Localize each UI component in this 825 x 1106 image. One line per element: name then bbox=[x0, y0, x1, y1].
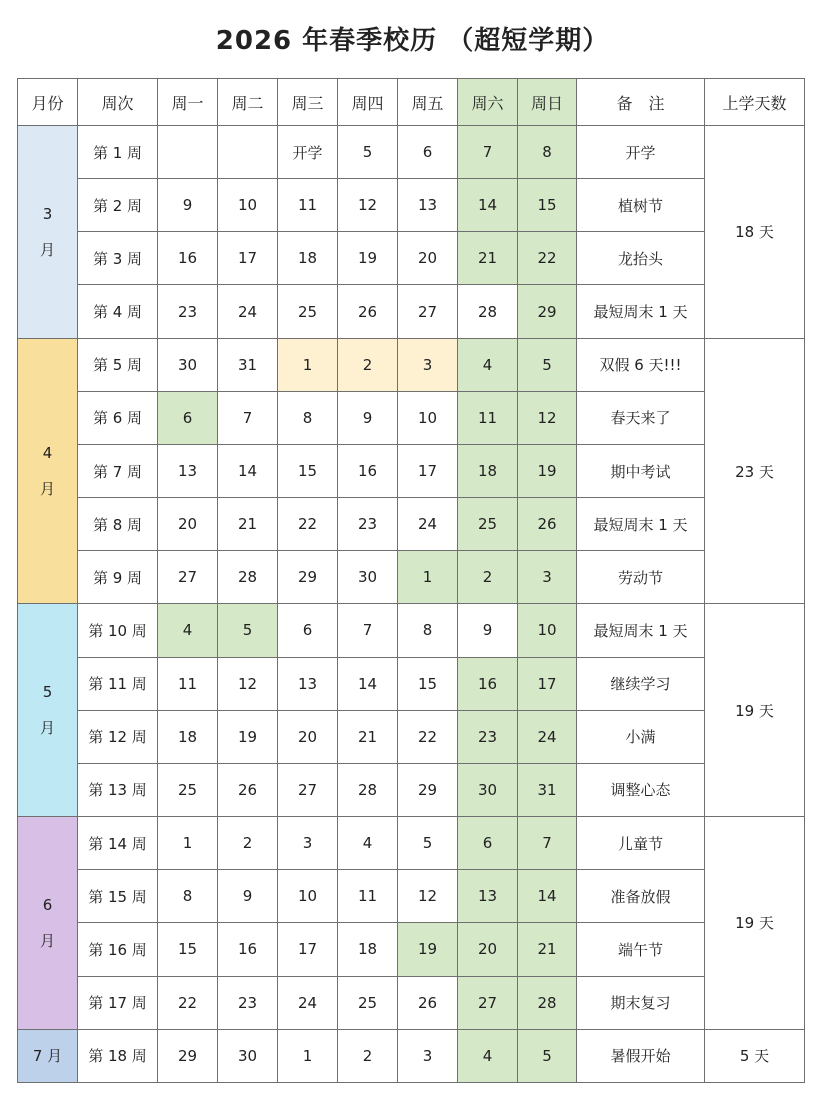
day-cell-fri: 13 bbox=[398, 179, 458, 232]
week-number: 第 10 周 bbox=[78, 604, 158, 657]
note-cell: 最短周末 1 天 bbox=[577, 498, 705, 551]
note-cell: 龙抬头 bbox=[577, 232, 705, 285]
day-cell-wed: 3 bbox=[278, 817, 338, 870]
note-cell: 端午节 bbox=[577, 923, 705, 976]
day-cell-mon: 1 bbox=[158, 817, 218, 870]
day-cell-mon: 11 bbox=[158, 657, 218, 710]
day-cell-thu: 2 bbox=[338, 1029, 398, 1082]
week-row bbox=[18, 232, 805, 285]
day-cell-mon: 9 bbox=[158, 179, 218, 232]
note-cell: 小满 bbox=[577, 710, 705, 763]
day-cell-thu: 28 bbox=[338, 763, 398, 816]
month-label: 5 月 bbox=[18, 604, 78, 817]
day-cell-sun: 5 bbox=[518, 338, 577, 391]
header-thu: 周四 bbox=[338, 79, 398, 126]
day-cell-thu: 12 bbox=[338, 179, 398, 232]
day-cell-wed: 15 bbox=[278, 444, 338, 497]
day-cell-fri: 20 bbox=[398, 232, 458, 285]
day-cell-fri: 15 bbox=[398, 657, 458, 710]
week-number: 第 13 周 bbox=[78, 763, 158, 816]
day-cell-tue: 5 bbox=[218, 604, 278, 657]
day-cell-thu: 18 bbox=[338, 923, 398, 976]
day-cell-sat: 9 bbox=[458, 604, 518, 657]
day-cell-tue: 17 bbox=[218, 232, 278, 285]
day-cell-wed: 8 bbox=[278, 391, 338, 444]
day-cell-sun: 26 bbox=[518, 498, 577, 551]
day-cell-mon: 4 bbox=[158, 604, 218, 657]
week-number: 第 9 周 bbox=[78, 551, 158, 604]
day-cell-fri: 1 bbox=[398, 551, 458, 604]
day-cell-thu: 5 bbox=[338, 126, 398, 179]
day-cell-mon: 6 bbox=[158, 391, 218, 444]
day-cell-mon: 22 bbox=[158, 976, 218, 1029]
day-cell-sat: 27 bbox=[458, 976, 518, 1029]
note-cell: 调整心态 bbox=[577, 763, 705, 816]
week-row bbox=[18, 817, 805, 870]
week-row bbox=[18, 179, 805, 232]
week-row bbox=[18, 710, 805, 763]
week-row bbox=[18, 657, 805, 710]
school-days-count: 18 天 bbox=[705, 126, 805, 339]
day-cell-mon: 30 bbox=[158, 338, 218, 391]
day-cell-mon: 13 bbox=[158, 444, 218, 497]
day-cell-wed: 13 bbox=[278, 657, 338, 710]
day-cell-fri: 29 bbox=[398, 763, 458, 816]
week-number: 第 2 周 bbox=[78, 179, 158, 232]
day-cell-fri: 19 bbox=[398, 923, 458, 976]
day-cell-wed: 20 bbox=[278, 710, 338, 763]
day-cell-sun: 12 bbox=[518, 391, 577, 444]
day-cell-thu: 21 bbox=[338, 710, 398, 763]
day-cell-sat: 20 bbox=[458, 923, 518, 976]
week-row bbox=[18, 870, 805, 923]
day-cell-fri: 17 bbox=[398, 444, 458, 497]
day-cell-sun: 31 bbox=[518, 763, 577, 816]
day-cell-mon: 20 bbox=[158, 498, 218, 551]
day-cell-tue: 9 bbox=[218, 870, 278, 923]
day-cell-tue: 7 bbox=[218, 391, 278, 444]
day-cell-wed: 25 bbox=[278, 285, 338, 338]
week-number: 第 7 周 bbox=[78, 444, 158, 497]
day-cell-sun: 10 bbox=[518, 604, 577, 657]
day-cell-fri: 3 bbox=[398, 1029, 458, 1082]
day-cell-tue: 26 bbox=[218, 763, 278, 816]
day-cell-sat: 2 bbox=[458, 551, 518, 604]
day-cell-sat: 4 bbox=[458, 338, 518, 391]
note-cell: 劳动节 bbox=[577, 551, 705, 604]
week-number: 第 1 周 bbox=[78, 126, 158, 179]
week-row bbox=[18, 923, 805, 976]
header-tue: 周二 bbox=[218, 79, 278, 126]
day-cell-wed: 29 bbox=[278, 551, 338, 604]
calendar-table bbox=[17, 78, 805, 1083]
day-cell-sat: 13 bbox=[458, 870, 518, 923]
week-number: 第 11 周 bbox=[78, 657, 158, 710]
day-cell-thu: 16 bbox=[338, 444, 398, 497]
day-cell-mon: 25 bbox=[158, 763, 218, 816]
week-number: 第 3 周 bbox=[78, 232, 158, 285]
day-cell-tue: 28 bbox=[218, 551, 278, 604]
day-cell-thu: 26 bbox=[338, 285, 398, 338]
day-cell-sat: 28 bbox=[458, 285, 518, 338]
note-cell: 期中考试 bbox=[577, 444, 705, 497]
school-days-count: 19 天 bbox=[705, 817, 805, 1030]
note-cell: 开学 bbox=[577, 126, 705, 179]
note-cell: 春天来了 bbox=[577, 391, 705, 444]
day-cell-thu: 9 bbox=[338, 391, 398, 444]
day-cell-tue bbox=[218, 126, 278, 179]
week-number: 第 18 周 bbox=[78, 1029, 158, 1082]
day-cell-mon: 8 bbox=[158, 870, 218, 923]
school-days-count: 19 天 bbox=[705, 604, 805, 817]
day-cell-sun: 15 bbox=[518, 179, 577, 232]
day-cell-thu: 7 bbox=[338, 604, 398, 657]
day-cell-tue: 30 bbox=[218, 1029, 278, 1082]
day-cell-wed: 11 bbox=[278, 179, 338, 232]
day-cell-mon: 29 bbox=[158, 1029, 218, 1082]
week-row bbox=[18, 498, 805, 551]
week-number: 第 16 周 bbox=[78, 923, 158, 976]
day-cell-sun: 19 bbox=[518, 444, 577, 497]
week-number: 第 4 周 bbox=[78, 285, 158, 338]
day-cell-sun: 7 bbox=[518, 817, 577, 870]
day-cell-sat: 21 bbox=[458, 232, 518, 285]
day-cell-wed: 17 bbox=[278, 923, 338, 976]
note-cell: 准备放假 bbox=[577, 870, 705, 923]
day-cell-tue: 2 bbox=[218, 817, 278, 870]
week-row bbox=[18, 444, 805, 497]
day-cell-fri: 27 bbox=[398, 285, 458, 338]
day-cell-sat: 6 bbox=[458, 817, 518, 870]
header-fri: 周五 bbox=[398, 79, 458, 126]
school-days-count: 5 天 bbox=[705, 1029, 805, 1082]
day-cell-sat: 14 bbox=[458, 179, 518, 232]
header-row bbox=[18, 79, 805, 126]
day-cell-mon: 16 bbox=[158, 232, 218, 285]
note-cell: 最短周末 1 天 bbox=[577, 604, 705, 657]
day-cell-sun: 14 bbox=[518, 870, 577, 923]
day-cell-thu: 30 bbox=[338, 551, 398, 604]
week-number: 第 14 周 bbox=[78, 817, 158, 870]
day-cell-tue: 21 bbox=[218, 498, 278, 551]
header-month: 月份 bbox=[18, 79, 78, 126]
week-row bbox=[18, 976, 805, 1029]
note-cell: 植树节 bbox=[577, 179, 705, 232]
week-number: 第 5 周 bbox=[78, 338, 158, 391]
day-cell-fri: 8 bbox=[398, 604, 458, 657]
calendar-body bbox=[18, 126, 805, 1083]
day-cell-thu: 19 bbox=[338, 232, 398, 285]
day-cell-sun: 28 bbox=[518, 976, 577, 1029]
week-number: 第 8 周 bbox=[78, 498, 158, 551]
week-row bbox=[18, 551, 805, 604]
day-cell-sat: 30 bbox=[458, 763, 518, 816]
week-number: 第 15 周 bbox=[78, 870, 158, 923]
day-cell-mon: 18 bbox=[158, 710, 218, 763]
day-cell-fri: 22 bbox=[398, 710, 458, 763]
day-cell-thu: 11 bbox=[338, 870, 398, 923]
day-cell-sat: 23 bbox=[458, 710, 518, 763]
note-cell: 暑假开始 bbox=[577, 1029, 705, 1082]
week-row bbox=[18, 391, 805, 444]
day-cell-tue: 24 bbox=[218, 285, 278, 338]
day-cell-wed: 1 bbox=[278, 338, 338, 391]
note-cell: 继续学习 bbox=[577, 657, 705, 710]
week-number: 第 12 周 bbox=[78, 710, 158, 763]
day-cell-thu: 2 bbox=[338, 338, 398, 391]
day-cell-sun: 29 bbox=[518, 285, 577, 338]
day-cell-wed: 6 bbox=[278, 604, 338, 657]
day-cell-sun: 8 bbox=[518, 126, 577, 179]
day-cell-tue: 19 bbox=[218, 710, 278, 763]
week-number: 第 17 周 bbox=[78, 976, 158, 1029]
day-cell-mon: 23 bbox=[158, 285, 218, 338]
day-cell-thu: 14 bbox=[338, 657, 398, 710]
header-sat: 周六 bbox=[458, 79, 518, 126]
page-title: 2026 年春季校历 （超短学期） bbox=[215, 26, 610, 56]
day-cell-fri: 26 bbox=[398, 976, 458, 1029]
day-cell-sat: 18 bbox=[458, 444, 518, 497]
day-cell-fri: 5 bbox=[398, 817, 458, 870]
note-cell: 期末复习 bbox=[577, 976, 705, 1029]
day-cell-thu: 23 bbox=[338, 498, 398, 551]
day-cell-wed: 18 bbox=[278, 232, 338, 285]
header-week: 周次 bbox=[78, 79, 158, 126]
day-cell-wed: 10 bbox=[278, 870, 338, 923]
note-cell: 儿童节 bbox=[577, 817, 705, 870]
day-cell-sat: 7 bbox=[458, 126, 518, 179]
day-cell-thu: 4 bbox=[338, 817, 398, 870]
header-wed: 周三 bbox=[278, 79, 338, 126]
day-cell-tue: 31 bbox=[218, 338, 278, 391]
month-label: 6 月 bbox=[18, 817, 78, 1030]
day-cell-fri: 24 bbox=[398, 498, 458, 551]
day-cell-sun: 24 bbox=[518, 710, 577, 763]
header-sun: 周日 bbox=[518, 79, 577, 126]
day-cell-tue: 10 bbox=[218, 179, 278, 232]
day-cell-sun: 3 bbox=[518, 551, 577, 604]
day-cell-tue: 16 bbox=[218, 923, 278, 976]
day-cell-tue: 14 bbox=[218, 444, 278, 497]
week-row bbox=[18, 126, 805, 179]
day-cell-wed: 27 bbox=[278, 763, 338, 816]
day-cell-wed: 1 bbox=[278, 1029, 338, 1082]
day-cell-tue: 23 bbox=[218, 976, 278, 1029]
week-row bbox=[18, 763, 805, 816]
day-cell-sat: 4 bbox=[458, 1029, 518, 1082]
day-cell-mon bbox=[158, 126, 218, 179]
day-cell-sun: 21 bbox=[518, 923, 577, 976]
week-number: 第 6 周 bbox=[78, 391, 158, 444]
day-cell-wed: 24 bbox=[278, 976, 338, 1029]
month-label: 4 月 bbox=[18, 338, 78, 604]
day-cell-thu: 25 bbox=[338, 976, 398, 1029]
note-cell: 双假 6 天!!! bbox=[577, 338, 705, 391]
day-cell-sun: 5 bbox=[518, 1029, 577, 1082]
day-cell-fri: 6 bbox=[398, 126, 458, 179]
day-cell-mon: 27 bbox=[158, 551, 218, 604]
day-cell-fri: 10 bbox=[398, 391, 458, 444]
header-school-days: 上学天数 bbox=[705, 79, 805, 126]
day-cell-tue: 12 bbox=[218, 657, 278, 710]
week-row bbox=[18, 285, 805, 338]
week-row bbox=[18, 338, 805, 391]
day-cell-sun: 22 bbox=[518, 232, 577, 285]
month-label: 7 月 bbox=[18, 1029, 78, 1082]
day-cell-mon: 15 bbox=[158, 923, 218, 976]
day-cell-wed: 22 bbox=[278, 498, 338, 551]
day-cell-sat: 16 bbox=[458, 657, 518, 710]
school-days-count: 23 天 bbox=[705, 338, 805, 604]
note-cell: 最短周末 1 天 bbox=[577, 285, 705, 338]
month-label: 3 月 bbox=[18, 126, 78, 339]
day-cell-sat: 25 bbox=[458, 498, 518, 551]
week-row bbox=[18, 604, 805, 657]
week-row bbox=[18, 1029, 805, 1082]
header-mon: 周一 bbox=[158, 79, 218, 126]
day-cell-sun: 17 bbox=[518, 657, 577, 710]
day-cell-fri: 12 bbox=[398, 870, 458, 923]
day-cell-sat: 11 bbox=[458, 391, 518, 444]
header-note: 备 注 bbox=[577, 79, 705, 126]
day-cell-fri: 3 bbox=[398, 338, 458, 391]
day-cell-wed: 开学 bbox=[278, 126, 338, 179]
